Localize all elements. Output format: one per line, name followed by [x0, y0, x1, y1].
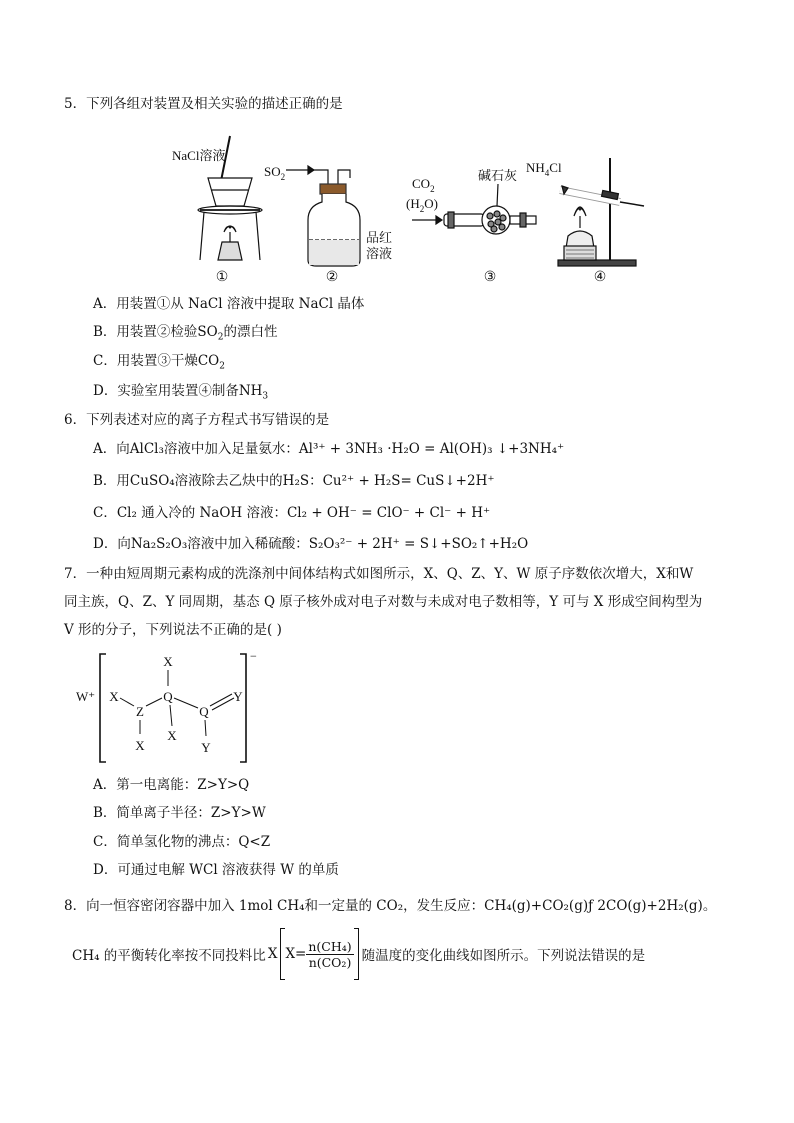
q7-line-2: 同主族，Q、Z、Y 同周期，基态 Q 原子核外成对电子对数与未成对电子数相等，Y 可与 X 形成空间构型为 [64, 594, 703, 610]
charge-label: − [250, 649, 257, 663]
q7-option-a: A．第一电离能：Z>Y>Q [93, 777, 250, 793]
soda-lime-label: 碱石灰 [478, 168, 518, 183]
q7-option-c: C．简单氢化物的沸点：Q<Z [93, 834, 271, 850]
atom-z: Z [136, 704, 144, 719]
atom-x-bottom-q: X [167, 728, 177, 743]
atom-q1: Q [163, 689, 173, 704]
atom-q2: Q [199, 704, 209, 719]
q6-option-b: B．用CuSO₄溶液除去乙炔中的H₂S：Cu²⁺ + H₂S= CuS↓+2H⁺ [93, 473, 495, 489]
q5-stem: 5．下列各组对装置及相关实验的描述正确的是 [64, 96, 343, 112]
q6-stem: 6．下列表述对应的离子方程式书写错误的是 [64, 412, 330, 428]
nh4cl-label: NH [526, 160, 545, 175]
q7-option-d: D．可通过电解 WCl 溶液获得 W 的单质 [93, 862, 339, 878]
q7-option-b: B．简单离子半径：Z>Y>W [93, 805, 266, 821]
co2-label: CO [412, 176, 431, 191]
atom-x-bottom-z: X [135, 738, 145, 753]
apparatus-4-nh4cl-heating [526, 158, 644, 285]
pinhong-label-1: 品红 [366, 230, 393, 245]
atom-y-bottom: Y [201, 740, 211, 755]
caption-1: ① [215, 270, 229, 285]
apparatus-2-gas-bottle [264, 164, 392, 285]
atom-x-top: X [163, 654, 173, 669]
q6-option-d: D．向Na₂S₂O₃溶液中加入稀硫酸：S₂O₃²⁻ + 2H⁺ = S↓+SO₂↑+H₂O [93, 536, 529, 552]
h2o-label: (H [406, 196, 420, 211]
svg-text:SO2: $SO_2$ [264, 164, 286, 182]
q7-line-1: 7．一种由短周期元素构成的洗涤剂中间体结构式如图所示，X、Q、Z、Y、W 原子序数依次增大，X和W [64, 566, 694, 582]
svg-text:(H2O): $(H_2O)$ [406, 196, 438, 214]
bonds [120, 670, 234, 736]
q5-option-a: A．用装置①从 NaCl 溶液中提取 NaCl 晶体 [93, 296, 365, 312]
pinhong-label-2: 溶液 [366, 246, 393, 261]
q5-option-d: D．实验室用装置④制备$NH_3$ [93, 383, 269, 402]
fraction-numerator: n(CH₄) [308, 938, 352, 954]
svg-text:NH4Cl: $NH_4Cl$ [526, 160, 562, 178]
nacl-solution-label: NaCl溶液 [172, 148, 226, 163]
left-bracket [100, 654, 106, 762]
atom-x-left: X [109, 689, 119, 704]
apparatus-3-drying-tube [406, 168, 536, 285]
caption-2: ② [325, 270, 339, 285]
caption-3: ③ [483, 270, 497, 285]
q5-option-c: C．用装置③干燥$CO_2$ [93, 353, 225, 372]
atom-y-right: Y [233, 689, 243, 704]
q5-apparatus-figure [160, 128, 660, 288]
q6-option-c: C．Cl₂ 通入冷的 NaOH 溶液：Cl₂ + OH⁻ = ClO⁻ + Cl⁻ + H⁺ [93, 505, 491, 521]
fraction-denominator: n(CO₂) [308, 954, 352, 970]
caption-4: ④ [593, 270, 607, 285]
so2-label: SO [264, 164, 281, 179]
fraction-group: X= n(CH₄) n(CO₂) [280, 928, 358, 980]
q5-option-b: B．用装置②检验$SO_2$的漂白性 [93, 324, 278, 343]
apparatus-1-evaporation [172, 136, 262, 285]
w-plus-label: W⁺ [76, 689, 96, 704]
q8-line-1: 8．向一恒容密闭容器中加入 1mol CH₄和一定量的 CO₂，发生反应：CH₄(g)+CO₂(g)ƒ 2CO(g)+2H₂(g)。 [64, 898, 717, 914]
q6-option-a: A．向AlCl₃溶液中加入足量氨水：Al³⁺ + 3NH₃ ·H₂O = Al(OH)₃ ↓+3NH₄⁺ [93, 441, 565, 457]
q8-line-2: CH₄ 的平衡转化率按不同投料比 X X= n(CH₄) n(CO₂) 随温度的变化曲线如图所示。下列说法错误的是 [72, 926, 645, 982]
svg-text:CO2: $CO_2$ [412, 176, 435, 194]
right-bracket [240, 654, 246, 762]
q7-structure-formula [72, 648, 272, 768]
q7-line-3: V 形的分子，下列说法不正确的是( ) [64, 622, 282, 638]
